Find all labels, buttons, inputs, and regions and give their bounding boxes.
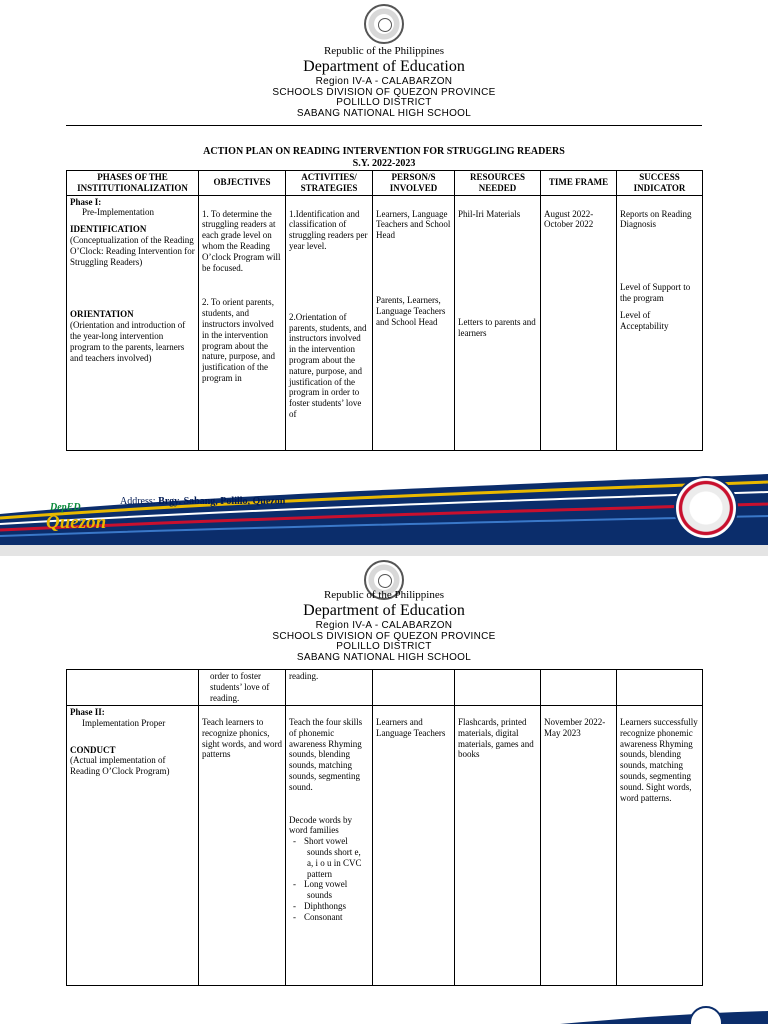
- persons-cell: [373, 195, 455, 450]
- page-footer: [0, 466, 768, 545]
- timeframe: November 2022-May 2023: [544, 717, 606, 738]
- activity-2: 2.Orientation of parents, students, and instructors involved in the intervention program about the nature, purpose, and justification of the program in order to foster students’ love of: [289, 311, 367, 419]
- conduct-title: CONDUCT: [70, 744, 116, 755]
- list-item: - Long vowel sounds: [307, 879, 369, 901]
- document-title: ACTION PLAN ON READING INTERVENTION FOR STRUGGLING READERS: [203, 146, 565, 157]
- continued-activity: reading.: [286, 670, 373, 706]
- quezon-logo: [46, 502, 116, 536]
- school-year: S.Y. 2022-2023: [352, 157, 416, 169]
- document-title-block: [0, 146, 768, 169]
- table-row: [67, 706, 703, 986]
- footer-wave-band: [0, 993, 768, 1024]
- deped-seal-icon: [364, 4, 404, 44]
- phase-sub: Implementation Proper: [82, 717, 166, 728]
- district-text: POLILLO DISTRICT: [336, 641, 432, 653]
- resources-cell: [455, 706, 541, 986]
- indicator-cell: [617, 706, 703, 986]
- activity-b: Decode words by word families: [289, 814, 352, 836]
- column-header: RESOURCES NEEDED: [455, 171, 541, 196]
- objective-2: 2. To orient parents, students, and instructors involved in the intervention program about the nature, purpose, and justification of the program in: [202, 297, 275, 383]
- column-header: ACTIVITIES/ STRATEGIES: [286, 171, 373, 196]
- letterhead: [0, 46, 768, 119]
- column-header: PERSON/S INVOLVED: [373, 171, 455, 196]
- timeframe-1: August 2022-October 2022: [544, 208, 594, 230]
- activities-cell: [286, 195, 373, 450]
- identification-title: IDENTIFICATION: [70, 224, 147, 235]
- indicator-cell: [617, 195, 703, 450]
- page-gap: [0, 545, 768, 556]
- list-item: - Short vowel sounds short e, a, i o u in CVC pattern: [307, 836, 369, 879]
- table-row: [67, 670, 703, 706]
- republic-text: Republic of the Philippines: [323, 45, 445, 57]
- column-header: SUCCESS INDICATOR: [617, 171, 703, 196]
- list-item: - Consonant: [307, 912, 369, 923]
- phase-label: Phase II:: [70, 707, 105, 717]
- timeframe-cell: [541, 706, 617, 986]
- resource-1: Phil-Iri Materials: [458, 208, 521, 219]
- activities-cell: [286, 706, 373, 986]
- table-row: [67, 195, 703, 450]
- column-header: PHASES OF THE INSTITUTIONALIZATION: [67, 171, 199, 196]
- continued-objective: order to foster students’ love of reading.: [199, 670, 286, 706]
- phase-cell: [67, 195, 199, 450]
- deped-division-seal-icon: [674, 476, 738, 540]
- activity-a: Teach the four skills of phonemic awareness Rhyming sounds, blending sounds, matching sounds, segmenting sound.: [289, 717, 363, 792]
- address-label: Address:: [120, 496, 156, 507]
- person-2: Parents, Learners, Language Teachers and School Head: [376, 294, 446, 327]
- resources-cell: [455, 195, 541, 450]
- phase-label: Phase I:: [70, 196, 102, 207]
- persons-cell: [373, 706, 455, 986]
- column-header: TIME FRAME: [541, 171, 617, 196]
- school-text: SABANG NATIONAL HIGH SCHOOL: [296, 107, 472, 119]
- footer-address: [120, 496, 285, 508]
- resource: Flashcards, printed materials, digital materials, games and books: [458, 717, 534, 760]
- header-divider: [66, 125, 702, 126]
- person-1: Learners, Language Teachers and School Head: [376, 208, 451, 241]
- activity-list: [289, 836, 369, 922]
- objective-1: 1. To determine the struggling readers at each grade level on whom the Reading O’clock Program will be focused.: [202, 208, 281, 273]
- objectives-cell: [199, 706, 286, 986]
- resource-2: Letters to parents and learners: [458, 317, 536, 339]
- address-value: Brgy. Sabang, Polillo, Quezon: [158, 496, 286, 507]
- phase-cell: [67, 706, 199, 986]
- timeframe-cell: [541, 195, 617, 450]
- phase-sub: Pre-Implementation: [82, 207, 154, 218]
- region-text: Region IV-A - CALABARZON: [315, 76, 453, 88]
- page-2-footer-partial: [0, 993, 768, 1024]
- division-text: SCHOOLS DIVISION OF QUEZON PROVINCE: [272, 630, 496, 642]
- identification-desc: (Conceptualization of the Reading O’Clock: Reading Intervention for Struggling Readers): [70, 234, 195, 267]
- objective: Teach learners to recognize phonics, sight words, and word patterns: [202, 717, 282, 760]
- school-text: SABANG NATIONAL HIGH SCHOOL: [296, 651, 472, 663]
- region-text: Region IV-A - CALABARZON: [315, 620, 453, 632]
- letterhead: [0, 590, 768, 663]
- action-plan-table: [66, 170, 703, 451]
- action-plan-table-continued: [66, 669, 703, 986]
- activity-1: 1.Identification and classification of struggling readers per year level.: [289, 208, 368, 251]
- logo-small-text: DepED: [50, 502, 81, 513]
- indicator-2b: Level of Acceptability: [620, 309, 669, 331]
- conduct-desc: (Actual implementation of Reading O’Clock Program): [70, 755, 170, 777]
- division-text: SCHOOLS DIVISION OF QUEZON PROVINCE: [272, 86, 496, 98]
- person: Learners and Language Teachers: [376, 717, 446, 738]
- department-text: Department of Education: [303, 57, 465, 75]
- list-item: - Diphthongs: [307, 901, 369, 912]
- indicator-2a: Level of Support to the program: [620, 282, 691, 303]
- indicator-1: Reports on Reading Diagnosis: [620, 208, 692, 230]
- logo-text: Quezon: [46, 512, 107, 533]
- orientation-title: ORIENTATION: [70, 309, 134, 320]
- department-text: Department of Education: [303, 601, 465, 619]
- republic-text: Republic of the Philippines: [323, 589, 445, 601]
- objectives-cell: [199, 195, 286, 450]
- column-header: OBJECTIVES: [199, 171, 286, 196]
- indicator: Learners successfully recognize phonemic awareness Rhyming sounds, blending sounds, matching sounds, segmenting sound. Sight words, word patterns.: [620, 717, 698, 803]
- orientation-desc: (Orientation and introduction of the year-long intervention program to the parents, learners and teachers involved): [70, 320, 186, 363]
- table-header-row: [67, 171, 703, 196]
- district-text: POLILLO DISTRICT: [336, 97, 432, 109]
